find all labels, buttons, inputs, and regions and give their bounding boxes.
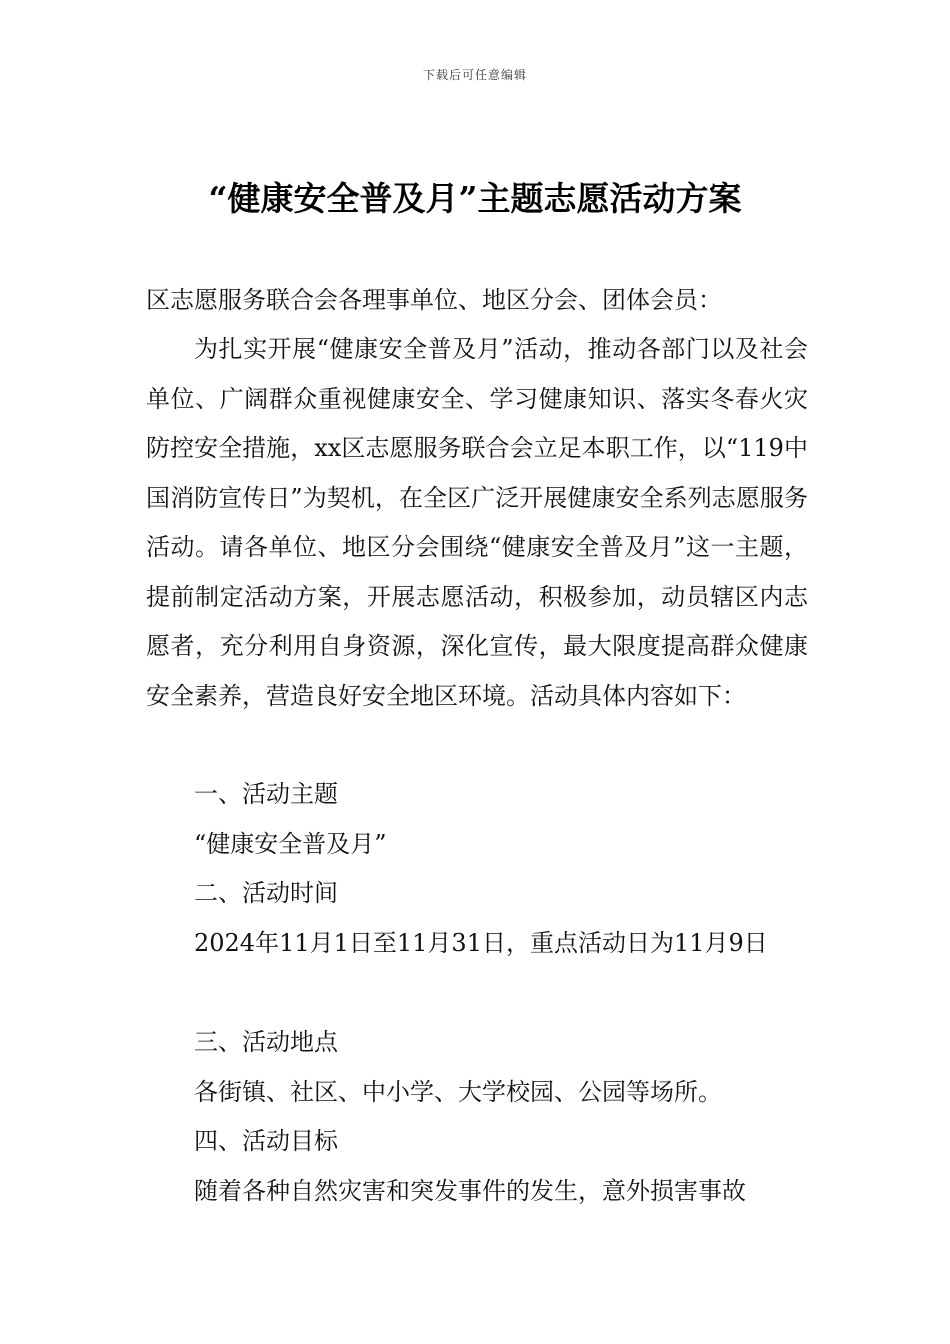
section-heading-theme: 一、活动主题	[194, 780, 338, 808]
section-heading-goal: 四、活动目标	[194, 1127, 338, 1155]
section-content-theme: “健康安全普及月”	[194, 830, 387, 858]
section-heading-time: 二、活动时间	[194, 879, 338, 907]
section-content-location: 各街镇、社区、中小学、大学校园、公园等场所。	[194, 1078, 722, 1106]
document-title: “健康安全普及月”主题志愿活动方案	[208, 179, 742, 218]
intro-paragraph: 为扎实开展“健康安全普及月”活动，推动各部门以及社会单位、广阔群众重视健康安全、学习健康知识、落实冬春火灾防控安全措施，xx区志愿服务联合会立足本职工作，以“119中国消防宣传日”为契机，在全区广泛开展健康安全系列志愿服务活动。请各单位、地区分会围绕“健康安全普及月”这一主题，提前制定活动方案，开展志愿活动，积极参加，动员辖区内志愿者，充分利用自身资源，深化宣传，最大限度提高群众健康安全素养，营造良好安全地区环境。活动具体内容如下：	[146, 335, 808, 710]
header-note: 下载后可任意编辑	[422, 68, 527, 82]
section-content-time: 2024年11月1日至11月31日，重点活动日为11月9日	[194, 929, 768, 957]
section-heading-location: 三、活动地点	[194, 1028, 338, 1056]
salutation: 区志愿服务联合会各理事单位、地区分会、团体会员：	[146, 286, 722, 314]
section-content-goal: 随着各种自然灾害和突发事件的发生，意外损害事故	[194, 1177, 746, 1205]
